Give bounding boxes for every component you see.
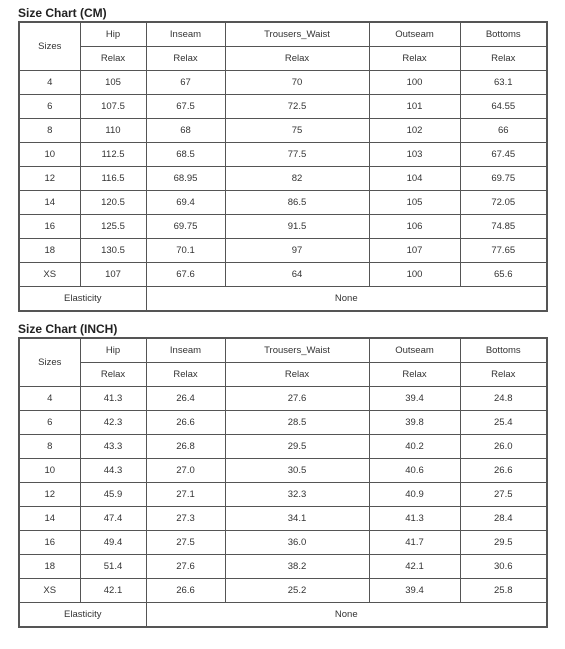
subheader-inseam: Relax xyxy=(146,363,225,387)
column-header-outseam: Outseam xyxy=(369,338,460,363)
cell-hip: 105 xyxy=(80,71,146,95)
cell-bottoms: 27.5 xyxy=(460,483,547,507)
cell-trousers-waist: 82 xyxy=(225,167,369,191)
cell-trousers-waist: 97 xyxy=(225,239,369,263)
subheader-row xyxy=(19,47,547,71)
table-row xyxy=(19,435,547,459)
cell-inseam: 26.4 xyxy=(146,387,225,411)
elasticity-row xyxy=(19,603,547,628)
size-chart-cm-body xyxy=(19,22,547,311)
table-row xyxy=(19,411,547,435)
cell-outseam: 104 xyxy=(369,167,460,191)
table-row xyxy=(19,507,547,531)
size-chart-inch-title: Size Chart (INCH) xyxy=(18,322,118,336)
sizes-header: Sizes xyxy=(19,22,80,71)
cell-trousers-waist: 77.5 xyxy=(225,143,369,167)
cell-bottoms: 72.05 xyxy=(460,191,547,215)
cell-outseam: 39.4 xyxy=(369,579,460,603)
cell-bottoms: 66 xyxy=(460,119,547,143)
cell-inseam: 69.4 xyxy=(146,191,225,215)
cell-inseam: 70.1 xyxy=(146,239,225,263)
table-row xyxy=(19,239,547,263)
sizes-header: Sizes xyxy=(19,338,80,387)
subheader-trousers-waist: Relax xyxy=(225,363,369,387)
cell-outseam: 103 xyxy=(369,143,460,167)
cell-trousers-waist: 34.1 xyxy=(225,507,369,531)
column-header-hip: Hip xyxy=(80,338,146,363)
cell-outseam: 39.4 xyxy=(369,387,460,411)
cell-size: 8 xyxy=(19,119,80,143)
cell-inseam: 27.6 xyxy=(146,555,225,579)
table-row xyxy=(19,263,547,287)
table-row xyxy=(19,119,547,143)
cell-hip: 120.5 xyxy=(80,191,146,215)
table-row xyxy=(19,95,547,119)
elasticity-label: Elasticity xyxy=(19,603,146,628)
table-row xyxy=(19,387,547,411)
cell-inseam: 67.6 xyxy=(146,263,225,287)
cell-outseam: 101 xyxy=(369,95,460,119)
cell-outseam: 40.6 xyxy=(369,459,460,483)
subheader-outseam: Relax xyxy=(369,47,460,71)
cell-size: XS xyxy=(19,579,80,603)
cell-bottoms: 29.5 xyxy=(460,531,547,555)
cell-inseam: 68.5 xyxy=(146,143,225,167)
column-header-trousers-waist: Trousers_Waist xyxy=(225,22,369,47)
cell-trousers-waist: 86.5 xyxy=(225,191,369,215)
cell-hip: 47.4 xyxy=(80,507,146,531)
cell-trousers-waist: 27.6 xyxy=(225,387,369,411)
column-header-bottoms: Bottoms xyxy=(460,22,547,47)
size-chart-inch-body xyxy=(19,338,547,627)
cell-bottoms: 65.6 xyxy=(460,263,547,287)
cell-size: 14 xyxy=(19,191,80,215)
cell-trousers-waist: 29.5 xyxy=(225,435,369,459)
cell-trousers-waist: 75 xyxy=(225,119,369,143)
cell-outseam: 107 xyxy=(369,239,460,263)
cell-inseam: 26.8 xyxy=(146,435,225,459)
cell-size: 12 xyxy=(19,167,80,191)
header-row xyxy=(19,338,547,363)
cell-inseam: 27.1 xyxy=(146,483,225,507)
cell-inseam: 26.6 xyxy=(146,579,225,603)
cell-hip: 107 xyxy=(80,263,146,287)
cell-hip: 44.3 xyxy=(80,459,146,483)
elasticity-value: None xyxy=(146,603,547,628)
cell-size: 8 xyxy=(19,435,80,459)
subheader-outseam: Relax xyxy=(369,363,460,387)
table-row xyxy=(19,579,547,603)
cell-outseam: 106 xyxy=(369,215,460,239)
cell-hip: 116.5 xyxy=(80,167,146,191)
column-header-bottoms: Bottoms xyxy=(460,338,547,363)
cell-bottoms: 63.1 xyxy=(460,71,547,95)
table-row xyxy=(19,143,547,167)
table-row xyxy=(19,459,547,483)
cell-hip: 43.3 xyxy=(80,435,146,459)
table-row xyxy=(19,215,547,239)
cell-hip: 130.5 xyxy=(80,239,146,263)
cell-hip: 107.5 xyxy=(80,95,146,119)
size-chart-inch-table xyxy=(18,337,548,628)
cell-trousers-waist: 36.0 xyxy=(225,531,369,555)
cell-size: 4 xyxy=(19,71,80,95)
table-row xyxy=(19,167,547,191)
subheader-bottoms: Relax xyxy=(460,363,547,387)
cell-bottoms: 74.85 xyxy=(460,215,547,239)
cell-bottoms: 69.75 xyxy=(460,167,547,191)
cell-bottoms: 28.4 xyxy=(460,507,547,531)
subheader-row xyxy=(19,363,547,387)
cell-size: 12 xyxy=(19,483,80,507)
cell-outseam: 40.9 xyxy=(369,483,460,507)
column-header-outseam: Outseam xyxy=(369,22,460,47)
cell-size: 18 xyxy=(19,239,80,263)
cell-hip: 110 xyxy=(80,119,146,143)
cell-trousers-waist: 38.2 xyxy=(225,555,369,579)
cell-bottoms: 26.6 xyxy=(460,459,547,483)
subheader-hip: Relax xyxy=(80,47,146,71)
cell-size: 10 xyxy=(19,143,80,167)
table-row xyxy=(19,483,547,507)
header-row xyxy=(19,22,547,47)
cell-hip: 112.5 xyxy=(80,143,146,167)
cell-bottoms: 25.4 xyxy=(460,411,547,435)
cell-size: 14 xyxy=(19,507,80,531)
cell-bottoms: 25.8 xyxy=(460,579,547,603)
cell-size: 6 xyxy=(19,95,80,119)
cell-hip: 41.3 xyxy=(80,387,146,411)
cell-size: 4 xyxy=(19,387,80,411)
cell-hip: 125.5 xyxy=(80,215,146,239)
column-header-inseam: Inseam xyxy=(146,22,225,47)
cell-hip: 42.1 xyxy=(80,579,146,603)
cell-outseam: 102 xyxy=(369,119,460,143)
elasticity-row xyxy=(19,287,547,312)
size-chart-cm-title: Size Chart (CM) xyxy=(18,6,107,20)
column-header-inseam: Inseam xyxy=(146,338,225,363)
cell-trousers-waist: 91.5 xyxy=(225,215,369,239)
size-chart-cm-table xyxy=(18,21,548,312)
cell-size: 6 xyxy=(19,411,80,435)
cell-hip: 49.4 xyxy=(80,531,146,555)
cell-inseam: 69.75 xyxy=(146,215,225,239)
cell-hip: 42.3 xyxy=(80,411,146,435)
cell-outseam: 105 xyxy=(369,191,460,215)
cell-trousers-waist: 64 xyxy=(225,263,369,287)
cell-trousers-waist: 70 xyxy=(225,71,369,95)
cell-outseam: 100 xyxy=(369,263,460,287)
cell-outseam: 41.3 xyxy=(369,507,460,531)
cell-bottoms: 24.8 xyxy=(460,387,547,411)
table-row xyxy=(19,71,547,95)
cell-inseam: 27.5 xyxy=(146,531,225,555)
cell-bottoms: 77.65 xyxy=(460,239,547,263)
cell-inseam: 67 xyxy=(146,71,225,95)
cell-hip: 51.4 xyxy=(80,555,146,579)
cell-inseam: 26.6 xyxy=(146,411,225,435)
cell-size: 16 xyxy=(19,215,80,239)
cell-inseam: 68 xyxy=(146,119,225,143)
cell-inseam: 67.5 xyxy=(146,95,225,119)
cell-bottoms: 30.6 xyxy=(460,555,547,579)
table-row xyxy=(19,555,547,579)
cell-outseam: 39.8 xyxy=(369,411,460,435)
subheader-trousers-waist: Relax xyxy=(225,47,369,71)
cell-size: XS xyxy=(19,263,80,287)
subheader-inseam: Relax xyxy=(146,47,225,71)
cell-size: 16 xyxy=(19,531,80,555)
cell-size: 10 xyxy=(19,459,80,483)
cell-bottoms: 26.0 xyxy=(460,435,547,459)
column-header-trousers-waist: Trousers_Waist xyxy=(225,338,369,363)
elasticity-label: Elasticity xyxy=(19,287,146,312)
elasticity-value: None xyxy=(146,287,547,312)
cell-inseam: 27.3 xyxy=(146,507,225,531)
cell-bottoms: 64.55 xyxy=(460,95,547,119)
cell-outseam: 100 xyxy=(369,71,460,95)
cell-outseam: 41.7 xyxy=(369,531,460,555)
cell-inseam: 68.95 xyxy=(146,167,225,191)
cell-bottoms: 67.45 xyxy=(460,143,547,167)
cell-trousers-waist: 28.5 xyxy=(225,411,369,435)
cell-trousers-waist: 30.5 xyxy=(225,459,369,483)
cell-trousers-waist: 25.2 xyxy=(225,579,369,603)
cell-inseam: 27.0 xyxy=(146,459,225,483)
column-header-hip: Hip xyxy=(80,22,146,47)
cell-hip: 45.9 xyxy=(80,483,146,507)
subheader-hip: Relax xyxy=(80,363,146,387)
table-row xyxy=(19,531,547,555)
cell-trousers-waist: 32.3 xyxy=(225,483,369,507)
cell-outseam: 42.1 xyxy=(369,555,460,579)
table-row xyxy=(19,191,547,215)
cell-outseam: 40.2 xyxy=(369,435,460,459)
cell-trousers-waist: 72.5 xyxy=(225,95,369,119)
subheader-bottoms: Relax xyxy=(460,47,547,71)
cell-size: 18 xyxy=(19,555,80,579)
